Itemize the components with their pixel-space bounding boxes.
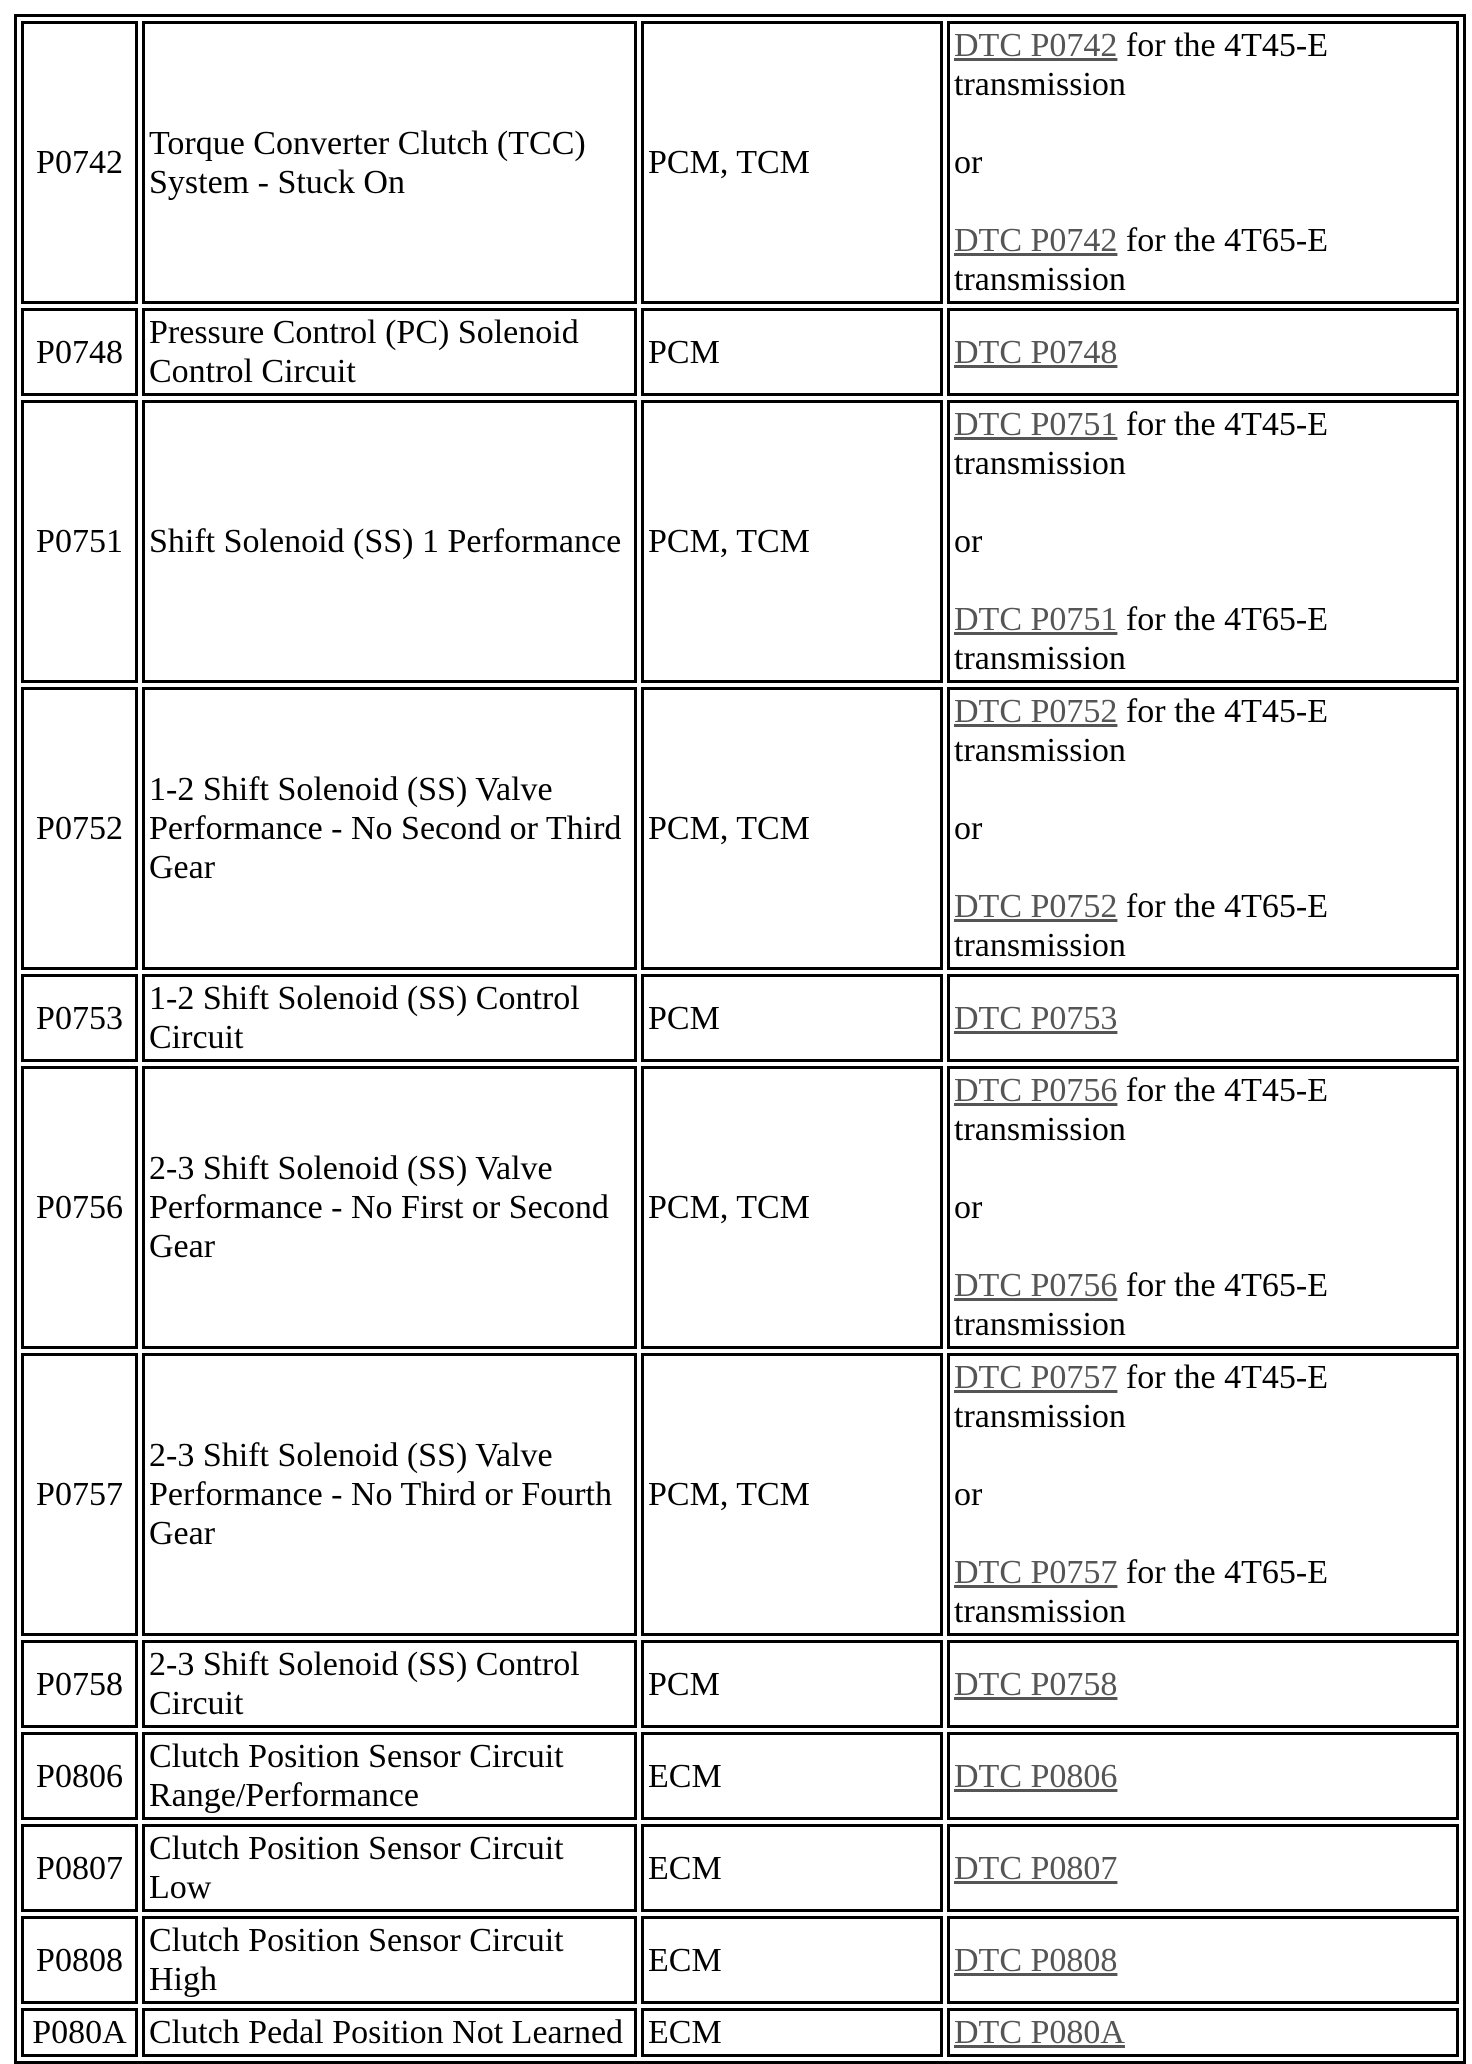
dtc-module: PCM xyxy=(641,974,943,1062)
dtc-module: PCM, TCM xyxy=(641,1066,943,1349)
dtc-link[interactable]: DTC P0751 xyxy=(954,406,1118,443)
dtc-module: PCM, TCM xyxy=(641,21,943,304)
reference-4t45e xyxy=(954,26,1452,104)
dtc-reference xyxy=(947,687,1459,970)
dtc-link[interactable]: DTC P0752 xyxy=(954,888,1118,925)
or-text: or xyxy=(954,1189,983,1226)
table-row xyxy=(21,687,1459,970)
reference-text: for the 4T65-E transmission xyxy=(954,222,1328,298)
dtc-code: P0753 xyxy=(21,974,138,1062)
dtc-reference xyxy=(947,1732,1459,1820)
reference-text: for the 4T65-E transmission xyxy=(954,601,1328,677)
table-row xyxy=(21,400,1459,683)
dtc-description: 2-3 Shift Solenoid (SS) Valve Performance - No First or Second Gear xyxy=(142,1066,637,1349)
dtc-module: PCM, TCM xyxy=(641,1353,943,1636)
dtc-link[interactable]: DTC P080A xyxy=(954,2014,1125,2051)
dtc-reference xyxy=(947,308,1459,396)
dtc-module: ECM xyxy=(641,1824,943,1912)
dtc-module: PCM, TCM xyxy=(641,687,943,970)
reference-text: for the 4T45-E transmission xyxy=(954,27,1328,103)
or-text: or xyxy=(954,1476,983,1513)
dtc-table-container xyxy=(14,14,1466,2064)
dtc-code: P0756 xyxy=(21,1066,138,1349)
dtc-description: Pressure Control (PC) Solenoid Control Circuit xyxy=(142,308,637,396)
table-row xyxy=(21,974,1459,1062)
dtc-code: P0742 xyxy=(21,21,138,304)
dtc-reference xyxy=(947,21,1459,304)
dtc-module: ECM xyxy=(641,1732,943,1820)
dtc-code: P0807 xyxy=(21,1824,138,1912)
dtc-module: ECM xyxy=(641,1916,943,2004)
dtc-code: P0752 xyxy=(21,687,138,970)
reference-text: for the 4T65-E transmission xyxy=(954,1267,1328,1343)
dtc-link[interactable]: DTC P0752 xyxy=(954,693,1118,730)
dtc-module: PCM, TCM xyxy=(641,400,943,683)
dtc-link[interactable]: DTC P0756 xyxy=(954,1072,1118,1109)
dtc-description: 2-3 Shift Solenoid (SS) Valve Performance - No Third or Fourth Gear xyxy=(142,1353,637,1636)
dtc-module: PCM xyxy=(641,308,943,396)
dtc-reference xyxy=(947,1353,1459,1636)
reference-text: for the 4T45-E transmission xyxy=(954,1072,1328,1148)
dtc-description: Clutch Position Sensor Circuit Range/Performance xyxy=(142,1732,637,1820)
dtc-link[interactable]: DTC P0806 xyxy=(954,1757,1118,1795)
table-row xyxy=(21,1066,1459,1349)
dtc-link[interactable]: DTC P0758 xyxy=(954,1665,1118,1703)
reference-text: for the 4T65-E transmission xyxy=(954,1554,1328,1630)
dtc-code: P0748 xyxy=(21,308,138,396)
reference-4t45e xyxy=(954,405,1452,483)
dtc-link[interactable]: DTC P0757 xyxy=(954,1554,1118,1591)
dtc-description: Clutch Position Sensor Circuit High xyxy=(142,1916,637,2004)
dtc-reference xyxy=(947,2008,1459,2057)
dtc-description: Clutch Position Sensor Circuit Low xyxy=(142,1824,637,1912)
table-row xyxy=(21,2008,1459,2057)
dtc-link[interactable]: DTC P0751 xyxy=(954,601,1118,638)
dtc-module: ECM xyxy=(641,2008,943,2057)
dtc-reference xyxy=(947,400,1459,683)
reference-text: for the 4T65-E transmission xyxy=(954,888,1328,964)
dtc-link[interactable]: DTC P0757 xyxy=(954,1359,1118,1396)
dtc-code: P0808 xyxy=(21,1916,138,2004)
table-row xyxy=(21,1640,1459,1728)
dtc-module: PCM xyxy=(641,1640,943,1728)
dtc-link[interactable]: DTC P0808 xyxy=(954,1941,1118,1979)
dtc-link[interactable]: DTC P0753 xyxy=(954,999,1118,1037)
dtc-link[interactable]: DTC P0748 xyxy=(954,333,1118,371)
dtc-description: 1-2 Shift Solenoid (SS) Control Circuit xyxy=(142,974,637,1062)
dtc-code: P0757 xyxy=(21,1353,138,1636)
dtc-link[interactable]: DTC P0742 xyxy=(954,27,1118,64)
reference-text: for the 4T45-E transmission xyxy=(954,406,1328,482)
dtc-code: P0758 xyxy=(21,1640,138,1728)
dtc-reference xyxy=(947,1066,1459,1349)
reference-4t45e xyxy=(954,1071,1452,1149)
dtc-link[interactable]: DTC P0742 xyxy=(954,222,1118,259)
table-row xyxy=(21,1916,1459,2004)
dtc-link[interactable]: DTC P0807 xyxy=(954,1849,1118,1887)
dtc-reference xyxy=(947,974,1459,1062)
table-row xyxy=(21,1732,1459,1820)
table-row xyxy=(21,21,1459,304)
reference-4t65e xyxy=(954,221,1452,299)
dtc-table xyxy=(14,14,1466,2064)
reference-4t65e xyxy=(954,1553,1452,1631)
reference-text: for the 4T45-E transmission xyxy=(954,1359,1328,1435)
dtc-link[interactable]: DTC P0756 xyxy=(954,1267,1118,1304)
dtc-description: 2-3 Shift Solenoid (SS) Control Circuit xyxy=(142,1640,637,1728)
dtc-code: P080A xyxy=(21,2008,138,2057)
reference-4t65e xyxy=(954,1266,1452,1344)
or-text: or xyxy=(954,523,983,560)
dtc-description: Clutch Pedal Position Not Learned xyxy=(142,2008,637,2057)
table-row xyxy=(21,1824,1459,1912)
dtc-reference xyxy=(947,1824,1459,1912)
or-text: or xyxy=(954,144,983,181)
reference-4t45e xyxy=(954,692,1452,770)
dtc-description: Torque Converter Clutch (TCC) System - Stuck On xyxy=(142,21,637,304)
reference-4t45e xyxy=(954,1358,1452,1436)
dtc-code: P0751 xyxy=(21,400,138,683)
reference-4t65e xyxy=(954,887,1452,965)
reference-4t65e xyxy=(954,600,1452,678)
dtc-description: Shift Solenoid (SS) 1 Performance xyxy=(142,400,637,683)
dtc-reference xyxy=(947,1916,1459,2004)
dtc-description: 1-2 Shift Solenoid (SS) Valve Performance - No Second or Third Gear xyxy=(142,687,637,970)
or-text: or xyxy=(954,810,983,847)
table-row xyxy=(21,308,1459,396)
reference-text: for the 4T45-E transmission xyxy=(954,693,1328,769)
table-row xyxy=(21,1353,1459,1636)
dtc-code: P0806 xyxy=(21,1732,138,1820)
dtc-reference xyxy=(947,1640,1459,1728)
